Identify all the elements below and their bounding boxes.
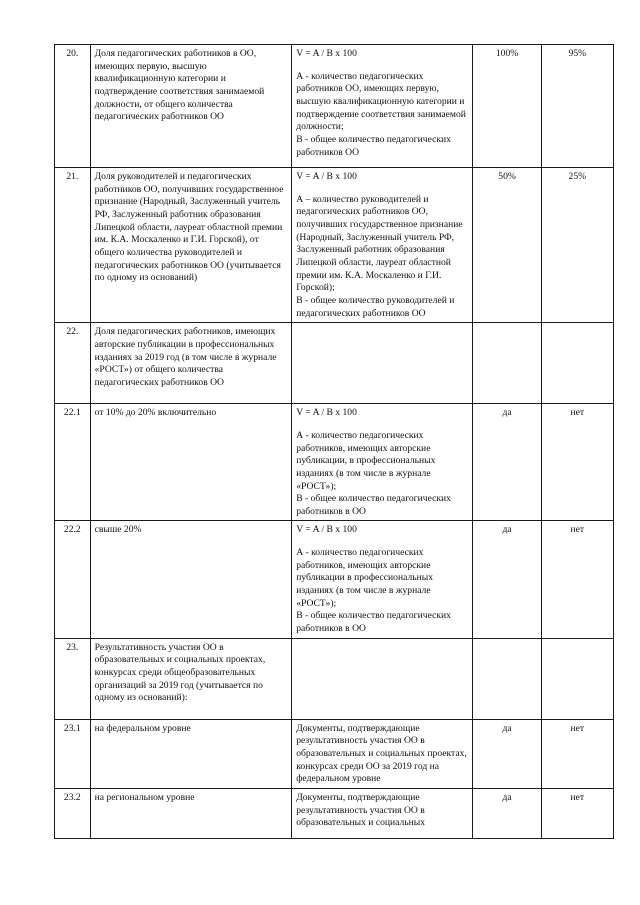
row-number: 22. <box>55 323 91 404</box>
criterion-name: от 10% до 20% включительно <box>90 404 292 521</box>
target-value <box>473 323 541 404</box>
criterion-name: на федеральном уровне <box>90 719 292 788</box>
formula-cell <box>292 521 473 638</box>
target-value <box>473 638 541 719</box>
table-row <box>55 323 614 404</box>
formula-cell <box>292 45 473 168</box>
formula-description: А - количество педагогических работников, имеющих авторские публикации, в профессиональных изданиях (в том числе в журнале «РОСТ»); В - общее количество педагогических работников в ОО <box>296 429 451 517</box>
table-row <box>55 719 614 788</box>
formula-text: V = A / B x 100 <box>296 524 357 536</box>
criterion-name: свыше 20% <box>90 521 292 638</box>
formula-text: V = A / B x 100 <box>296 171 357 182</box>
table-row <box>55 638 614 719</box>
formula-description: А - количество педагогических работников, имеющих авторские публикации в профессиональных изданиях (в том числе в журнале «РОСТ»); В - общее количество педагогических работников в ОО <box>296 547 451 635</box>
actual-value: нет <box>541 789 613 839</box>
actual-value: нет <box>541 521 613 638</box>
criteria-table <box>54 44 614 839</box>
table-row <box>55 789 614 839</box>
row-number: 20. <box>55 45 91 168</box>
table-row <box>55 404 614 521</box>
formula-cell <box>292 719 473 788</box>
row-number: 22.1 <box>55 404 91 521</box>
actual-value <box>541 638 613 719</box>
criterion-name: Результативность участия ОО в образовательных и социальных проектах, конкурсах среди общеобразовательных организаций за 2019 год (учитывается по одному из оснований): <box>90 638 292 719</box>
row-number: 23. <box>55 638 91 719</box>
row-number: 22.2 <box>55 521 91 638</box>
target-value: 100% <box>473 45 541 168</box>
criterion-name: Доля педагогических работников в ОО, имеющих первую, высшую квалификационную категории и подтверждение соответствия занимаемой должности, от общего количества педагогических работников ОО <box>90 45 292 168</box>
formula-description: Документы, подтверждающие результативность участия ОО в образовательных и социальных проектах, конкурсах среди ОО за 2019 год на федеральном уровне <box>296 722 467 785</box>
actual-value <box>541 323 613 404</box>
actual-value: нет <box>541 719 613 788</box>
formula-cell <box>292 789 473 839</box>
row-number: 23.2 <box>55 789 91 839</box>
actual-value: 95% <box>541 45 613 168</box>
target-value: да <box>473 789 541 839</box>
row-number: 23.1 <box>55 719 91 788</box>
actual-value: 25% <box>541 168 613 323</box>
table-row <box>55 168 614 323</box>
formula-description: А - количество педагогических работников ОО, имеющих первую, высшую квалификационную категории и подтверждение соответствия занимаемой должности; В - общее количество педагогических работников ОО <box>296 70 466 158</box>
formula-cell <box>292 638 473 719</box>
formula-text: V = A / B x 100 <box>296 407 357 419</box>
formula-description: Документы, подтверждающие результативность участия ОО в образовательных и социальных <box>296 792 426 829</box>
criterion-name: на региональном уровне <box>90 789 292 839</box>
target-value: да <box>473 719 541 788</box>
target-value: да <box>473 521 541 638</box>
formula-description: А – количество руководителей и педагогических работников ОО, получивших государственное признание (Народный, Заслуженный учитель РФ, Заслуженный работник образования Липецкой области, лауреат областной премии им. К.А. Москаленко и Г.И. Горской); В - общее количество руководителей и педагогических работников ОО <box>296 193 463 319</box>
formula-cell <box>292 323 473 404</box>
table-row <box>55 45 614 168</box>
table-row <box>55 521 614 638</box>
criterion-name: Доля педагогических работников, имеющих авторские публикации в профессиональных изданиях за 2019 год (в том числе в журнале «РОСТ») от общего количества педагогических работников ОО <box>90 323 292 404</box>
formula-cell <box>292 168 473 323</box>
formula-cell <box>292 404 473 521</box>
row-number: 21. <box>55 168 91 323</box>
target-value: 50% <box>473 168 541 323</box>
target-value: да <box>473 404 541 521</box>
formula-text: V = A / B x 100 <box>296 48 357 59</box>
criterion-name: Доля руководителей и педагогических работников ОО, получивших государственное признание (Народный, Заслуженный учитель РФ, Заслуженный работник образования Липецкой области, лауреат областной премии им. К.А. Москаленко и Г.И. Горской), от общего количества руководителей и педагогических работников ОО (учитывается по одному из оснований) <box>90 168 292 323</box>
actual-value: нет <box>541 404 613 521</box>
